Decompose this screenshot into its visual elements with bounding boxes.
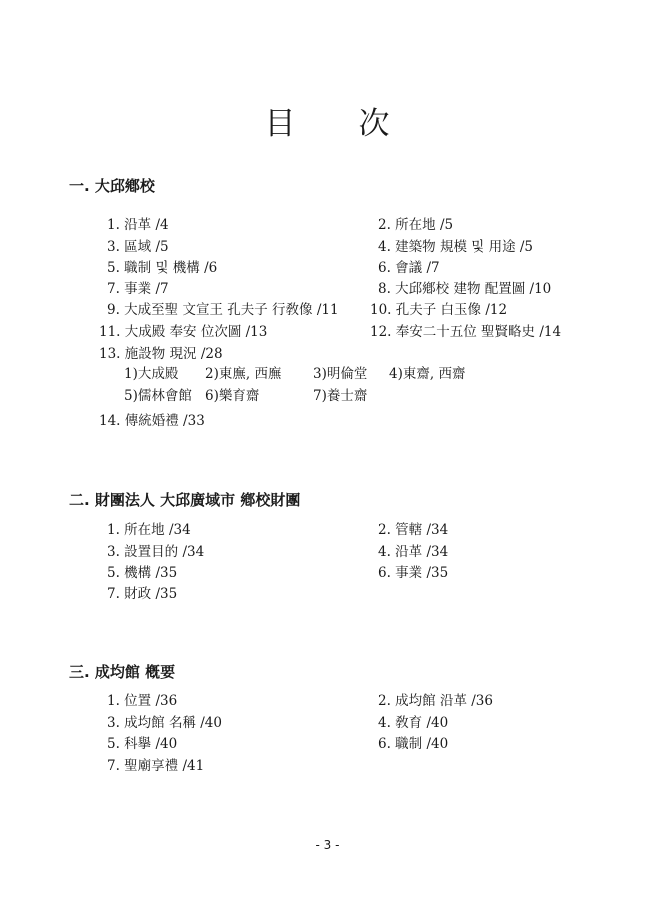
- toc-subitem: 5)儒林會館: [124, 388, 192, 404]
- toc-item: 9. 大成至聖 文宣王 孔夫子 行敎像 /11: [107, 302, 339, 318]
- toc-item: 4. 沿革 /34: [378, 544, 449, 560]
- toc-item: 1. 沿革 /4: [107, 217, 169, 233]
- toc-item: 1. 所在地 /34: [107, 522, 191, 538]
- toc-item: 12. 奉安二十五位 聖賢略史 /14: [370, 324, 562, 340]
- toc-item: 6. 職制 /40: [378, 736, 449, 752]
- toc-item: 4. 建築物 規模 및 用途 /5: [378, 239, 534, 255]
- toc-item: 2. 管轄 /34: [378, 522, 449, 538]
- toc-item: 5. 機構 /35: [107, 565, 178, 581]
- toc-item: 1. 位置 /36: [107, 693, 178, 709]
- toc-item: 2. 所在地 /5: [378, 217, 454, 233]
- title-char-2: 次: [358, 106, 391, 142]
- toc-item: 11. 大成殿 奉安 位次圖 /13: [99, 324, 268, 340]
- toc-item: 6. 會議 /7: [378, 260, 440, 276]
- toc-item: 3. 區域 /5: [107, 239, 169, 255]
- toc-item: 7. 事業 /7: [107, 281, 169, 297]
- toc-item: 10. 孔夫子 白玉像 /12: [370, 302, 508, 318]
- toc-subitem: 2)東廡, 西廡: [205, 366, 282, 382]
- toc-subitem: 1)大成殿: [124, 366, 179, 382]
- toc-item: 5. 職制 및 機構 /6: [107, 260, 218, 276]
- section-heading-1: 一. 大邱鄕校: [69, 177, 155, 195]
- toc-item: 7. 聖廟享禮 /41: [107, 758, 205, 774]
- page-title: [0, 98, 655, 143]
- toc-subitem: 3)明倫堂: [313, 366, 368, 382]
- toc-item: 4. 敎育 /40: [378, 715, 449, 731]
- section-heading-3: 三. 成均館 槪要: [69, 663, 176, 681]
- toc-item: 3. 成均館 名稱 /40: [107, 715, 222, 731]
- title-char-1: 目: [264, 106, 297, 142]
- section-heading-2: 二. 財團法人 大邱廣域市 鄕校財團: [69, 491, 301, 509]
- toc-item: 14. 傳統婚禮 /33: [99, 413, 205, 429]
- toc-item: 7. 財政 /35: [107, 586, 178, 602]
- toc-item: 5. 科擧 /40: [107, 736, 178, 752]
- page-number: - 3 -: [315, 838, 340, 852]
- toc-item: 13. 施設物 現況 /28: [99, 346, 223, 362]
- toc-subitem: 6)樂育齋: [205, 388, 260, 404]
- toc-item: 8. 大邱鄕校 建物 配置圖 /10: [378, 281, 552, 297]
- toc-item: 2. 成均館 沿革 /36: [378, 693, 493, 709]
- toc-subitem: 7)養士齋: [313, 388, 368, 404]
- toc-item: 3. 設置目的 /34: [107, 544, 205, 560]
- toc-item: 6. 事業 /35: [378, 565, 449, 581]
- toc-subitem: 4)東齋, 西齋: [389, 366, 466, 382]
